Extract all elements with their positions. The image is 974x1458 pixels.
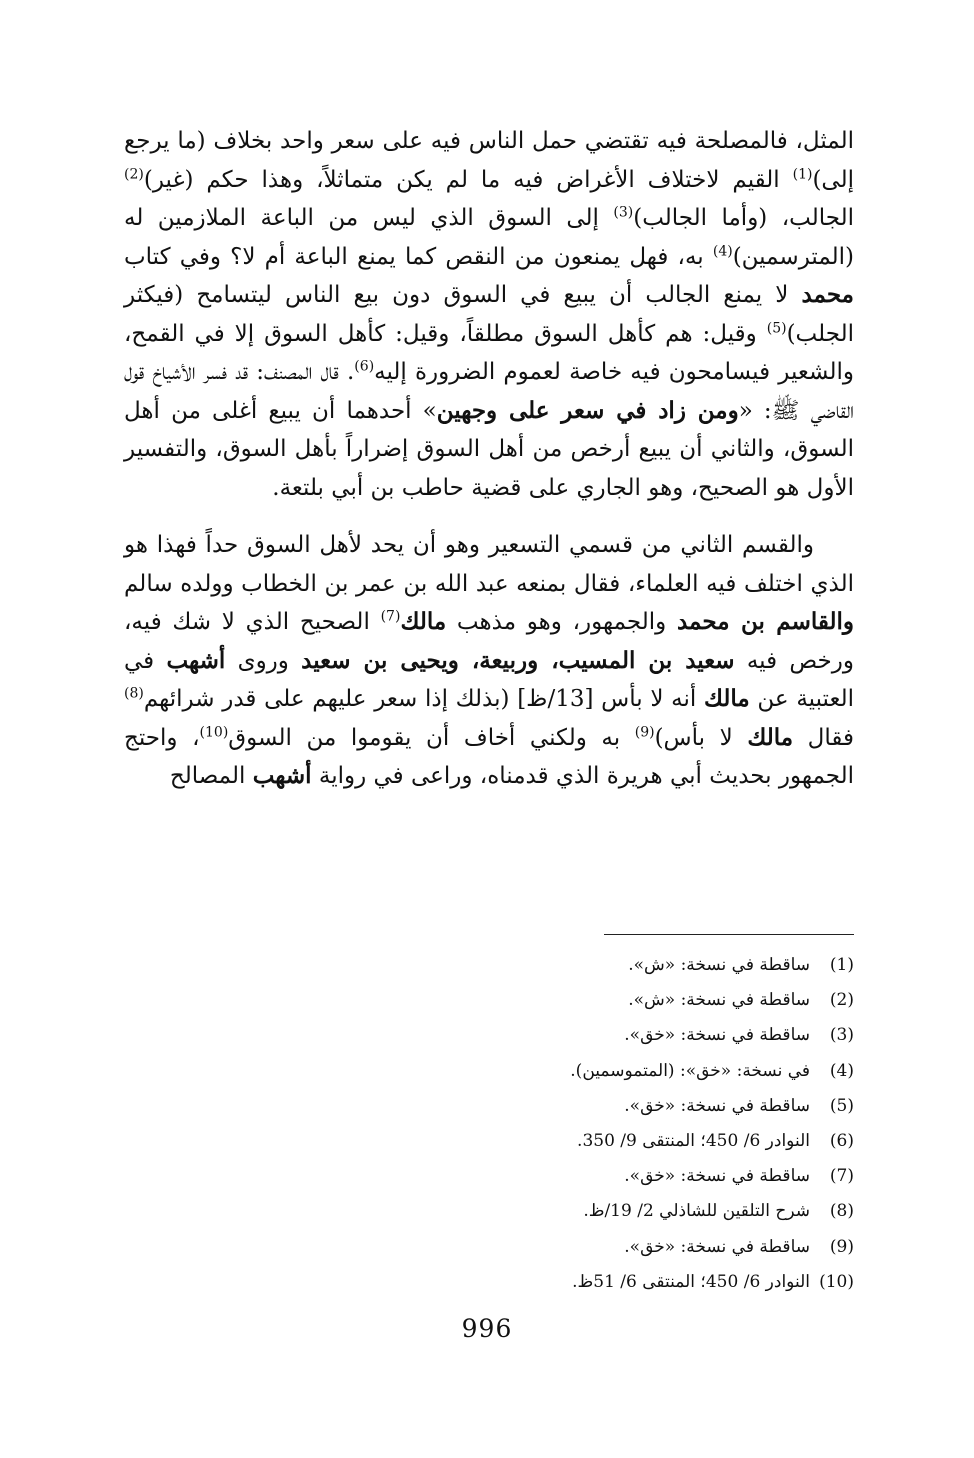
footnote-text: ساقطة في نسخة: «خق». xyxy=(624,1236,810,1257)
footnote xyxy=(254,1054,854,1089)
paragraph xyxy=(124,526,854,796)
footnote-number: (6) xyxy=(829,1131,854,1152)
text-segment: والجمهور، وهو مذهب xyxy=(446,609,677,635)
bold-name: ومن زاد في سعر على وجهين xyxy=(436,396,739,424)
bold-name: مالك xyxy=(400,608,447,635)
footnote-text: ساقطة في نسخة: «خق». xyxy=(624,1025,810,1046)
text-segment: به، فهل يمنعون من النقص كما يمنع الباعة أم لا؟ وفي كتاب xyxy=(124,243,713,270)
text-segment: في العتبية عن xyxy=(124,647,854,712)
footnote-text: ساقطة في نسخة: «خق». xyxy=(624,1166,810,1187)
footnote-ref: (5) xyxy=(766,319,787,336)
footnote xyxy=(254,1089,854,1124)
text-segment: والقسم الثاني من قسمي التسعير وهو أن يحد لأهل السوق حداً فهذا هو الذي اختلف فيه العلماء، فقال بمنعه عبد الله بن عمر بن الخطاب وولده سالم xyxy=(124,532,854,597)
footnote xyxy=(254,1018,854,1053)
text-segment: ، واحتج الجمهور بحديث أبي هريرة الذي قدمناه، وراعى في رواية xyxy=(124,724,854,789)
text-segment: المصالح xyxy=(169,763,253,789)
footnote-number: (9) xyxy=(829,1236,854,1257)
footnote-ref: (9) xyxy=(634,723,655,740)
text-segment: . قال المصنف: قد فسر الأشياخ قول القاضي ﷺ: « xyxy=(124,359,854,424)
footnote-text: ساقطة في نسخة: «ش». xyxy=(628,990,810,1011)
paragraph xyxy=(124,122,854,507)
text-segment: القيم لاختلاف الأغراض فيه ما لم يكن متماثلاً، وهذا حكم (غير) xyxy=(143,166,793,193)
main-text xyxy=(124,122,854,796)
bold-name: مالك xyxy=(703,685,750,712)
bold-name: سعيد بن المسيب، وربيعة، ويحيى بن سعيد xyxy=(301,646,735,674)
text-segment: وقيل: هم كأهل السوق مطلقاً، وقيل: كأهل السوق إلا في القمح، والشعير فيسامحون فيه خاصة لعموم الضرورة إليه xyxy=(124,320,855,385)
footnote-number: (1) xyxy=(829,955,854,975)
footnote-ref: (2) xyxy=(124,165,144,182)
footnote-text: ساقطة في نسخة: «خق». xyxy=(624,1095,810,1116)
page-number: 996 xyxy=(461,1314,513,1343)
footnote-number: (5) xyxy=(829,1095,854,1116)
bold-name: والقاسم بن محمد xyxy=(676,608,855,635)
footnote-ref: (1) xyxy=(792,165,813,182)
text-segment: إلى السوق الذي ليس من الباعة الملازمين له (المترسمين) xyxy=(124,205,854,270)
footnote xyxy=(254,983,854,1018)
footnote-number: (3) xyxy=(829,1025,854,1046)
footnote-text: النوادر 6/ 450؛ المنتقى 6/ 51ظ. xyxy=(572,1271,810,1292)
footnote xyxy=(254,1230,854,1265)
footnote xyxy=(254,948,854,983)
text-segment: الصحيح الذي لا شك فيه، ورخص فيه xyxy=(124,609,854,674)
footnote-number: (10) xyxy=(819,1271,854,1292)
text-segment: أنه لا بأس [13/ظ] (بذلك إذا سعر عليهم على قدر شرائهم xyxy=(143,686,704,712)
footnote xyxy=(254,1265,854,1300)
text-segment: الجالب، (وأما الجالب) xyxy=(633,205,854,231)
footnote-ref: (8) xyxy=(124,685,144,702)
footnote xyxy=(254,1194,854,1229)
footnote-ref: (10) xyxy=(199,723,229,740)
bold-name: أشهب xyxy=(252,762,312,789)
text-segment: لا يمنع الجالب أن يبيع في السوق دون بيع الناس ليتسامح (فيكثر الجلب) xyxy=(124,282,854,347)
text-segment: به ولكني أخاف أن يقوموا من السوق xyxy=(228,724,635,751)
footnote-text: ساقطة في نسخة: «ش». xyxy=(628,955,810,975)
footnote-number: (8) xyxy=(829,1201,854,1222)
text-segment: » أحدهما أن يبيع أغلى من أهل السوق، والثاني أن يبيع أرخص من أهل السوق إضراراً بأهل السوق، والتفسير الأول هو الصحيح، وهو الجاري على قضية حاطب بن أبي بلتعة. xyxy=(124,397,854,501)
bold-name: محمد xyxy=(801,281,854,308)
footnote-text: النوادر 6/ 450؛ المنتقى 9/ 350. xyxy=(577,1131,810,1152)
bold-name: أشهب xyxy=(166,646,226,674)
footnote xyxy=(254,1124,854,1159)
text-segment: وروى xyxy=(225,647,302,674)
footnote-ref: (6) xyxy=(354,358,375,375)
footnote-number: (2) xyxy=(829,990,854,1011)
footnote-text: شرح التلقين للشاذلي 2/ 19/ظ. xyxy=(583,1201,810,1222)
footnote-separator xyxy=(604,934,854,935)
bold-name: مالك xyxy=(747,723,794,751)
footnote-number: (7) xyxy=(829,1166,854,1187)
footnote-ref: (4) xyxy=(712,242,733,259)
footnote-ref: (3) xyxy=(613,204,634,221)
footnotes-list xyxy=(254,948,854,1300)
footnote-text: في نسخة: «خق»: (المتموسمين). xyxy=(570,1060,810,1081)
footnote-number: (4) xyxy=(829,1060,854,1081)
footnote xyxy=(254,1159,854,1194)
text-segment: فقال xyxy=(793,724,854,751)
footnote-ref: (7) xyxy=(380,608,401,625)
text-segment: المثل، فالمصلحة فيه تقتضي حمل الناس فيه على سعر واحد بخلاف (ما يرجع إلى) xyxy=(124,128,854,193)
text-segment: لا بأس) xyxy=(654,724,748,751)
